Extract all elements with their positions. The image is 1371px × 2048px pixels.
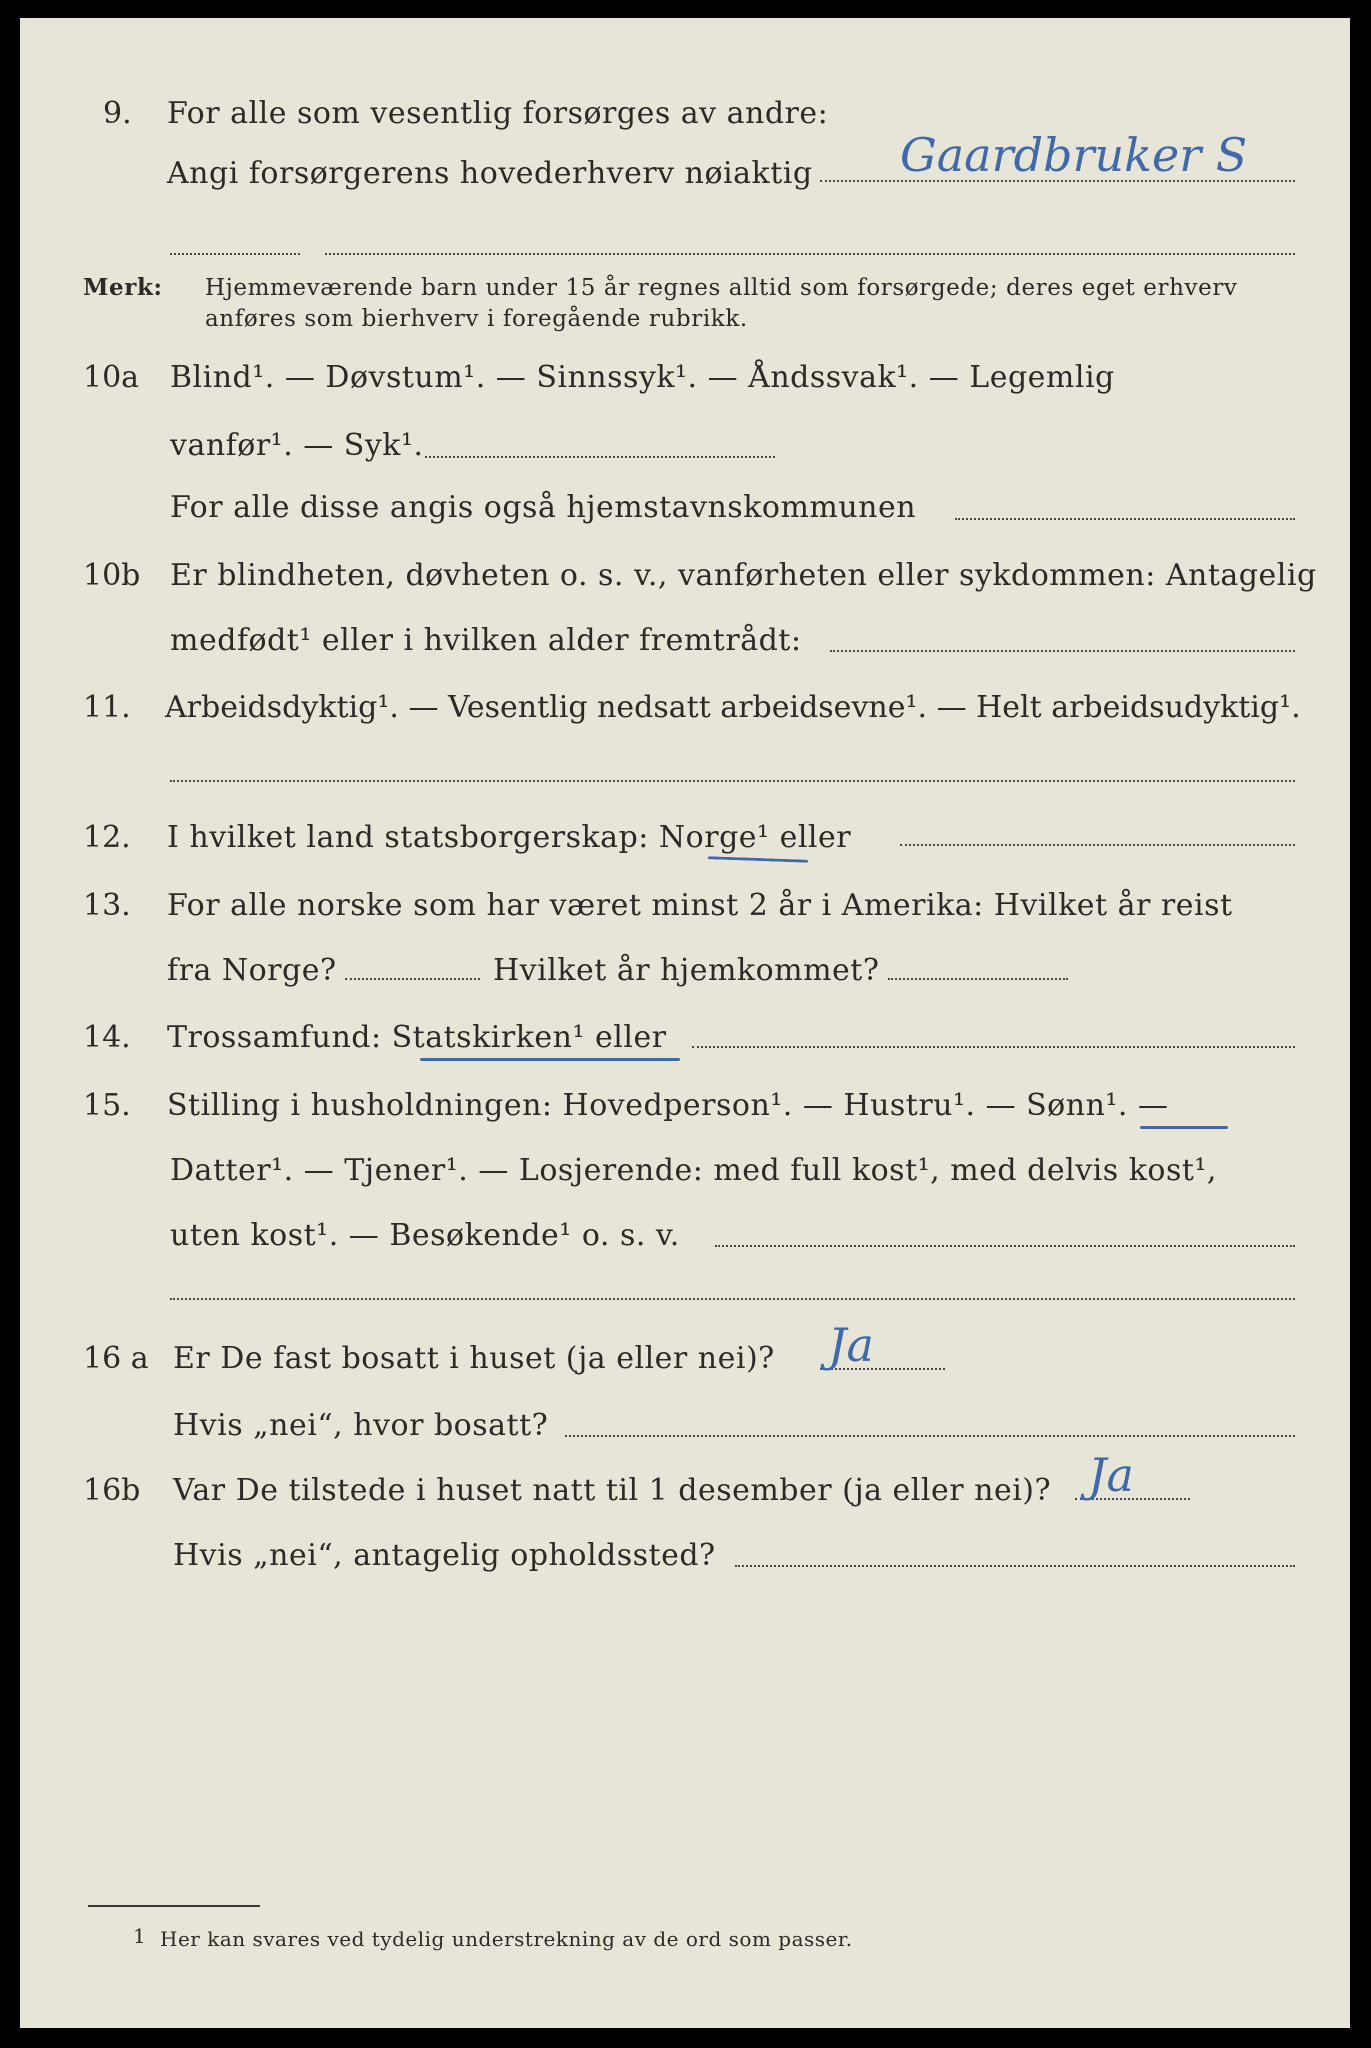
- q12-answer-line: [900, 844, 1295, 846]
- q10b-answer-line: [830, 650, 1295, 652]
- q15-answer-line: [715, 1245, 1295, 1247]
- merk-line2: anføres som bierhverv i foregående rubrikk.: [205, 306, 748, 332]
- q15-number: 15.: [83, 1088, 131, 1123]
- q9-number: 9.: [103, 96, 132, 131]
- q15-line2: Datter¹. — Tjener¹. — Losjerende: med full kost¹, med delvis kost¹,: [170, 1153, 1217, 1188]
- q10a-line1: Blind¹. — Døvstum¹. — Sinnssyk¹. — Åndssvak¹. — Legemlig: [170, 360, 1115, 395]
- q16a-line2: Hvis „nei“, hvor bosatt?: [173, 1408, 549, 1443]
- q10a-hjemstavn-line: [955, 518, 1295, 520]
- footnote-separator: [88, 1905, 260, 1907]
- q16a-bosatt-line: [565, 1435, 1295, 1437]
- census-form-page: [20, 18, 1350, 2028]
- q12-number: 12.: [83, 820, 131, 855]
- q11-line1: Arbeidsdyktig¹. — Vesentlig nedsatt arbeidsevne¹. — Helt arbeidsudyktig¹.: [165, 690, 1301, 725]
- q13-line2a: fra Norge?: [167, 953, 337, 988]
- q14-answer-line: [692, 1046, 1295, 1048]
- q14-statskirken-underline: [420, 1058, 680, 1061]
- q9-extra-line-b: [325, 253, 1295, 255]
- footnote-mark: 1: [133, 1924, 147, 1948]
- q10a-number: 10a: [83, 360, 140, 395]
- q16a-number: 16 a: [83, 1341, 149, 1376]
- q13-number: 13.: [83, 888, 131, 923]
- q9-handwritten-answer: Gaardbruker S: [900, 128, 1248, 182]
- q15-extra-line: [170, 1298, 1295, 1300]
- q16a-line1: Er De fast bosatt i huset (ja eller nei)?: [173, 1341, 775, 1376]
- q15-line1: Stilling i husholdningen: Hovedperson¹. — Hustru¹. — Sønn¹. —: [167, 1088, 1169, 1123]
- q10b-number: 10b: [83, 558, 141, 593]
- q16a-handwritten-answer: Ja: [828, 1318, 874, 1372]
- q11-number: 11.: [83, 690, 131, 725]
- q10a-syk-line: [425, 456, 775, 458]
- q9-extra-line-a: [170, 253, 300, 255]
- q9-line2: Angi forsørgerens hovederhverv nøiaktig: [167, 156, 813, 191]
- q14-number: 14.: [83, 1020, 131, 1055]
- merk-line1: Hjemmeværende barn under 15 år regnes alltid som forsørgede; deres eget erhverv: [205, 275, 1238, 301]
- q12-norge-underline: [708, 856, 808, 862]
- q15-sonn-underline: [1140, 1126, 1228, 1129]
- q10b-line2: medfødt¹ eller i hvilken alder fremtrådt:: [170, 623, 802, 658]
- q13-reist-line: [345, 978, 480, 980]
- footnote-text: Her kan svares ved tydelig understrekning av de ord som passer.: [160, 1927, 853, 1951]
- merk-label: Merk:: [83, 274, 163, 301]
- q10a-line3: For alle disse angis også hjemstavnskommunen: [170, 490, 917, 525]
- q10b-line1: Er blindheten, døvheten o. s. v., vanførheten eller sykdommen: Antagelig: [170, 558, 1317, 593]
- q9-line1: For alle som vesentlig forsørges av andre:: [167, 96, 829, 131]
- q16b-line1: Var De tilstede i huset natt til 1 desember (ja eller nei)?: [173, 1473, 1052, 1508]
- q16b-number: 16b: [83, 1473, 141, 1508]
- q13-line2b: Hvilket år hjemkommet?: [493, 953, 880, 988]
- q14-line1: Trossamfund: Statskirken¹ eller: [167, 1020, 667, 1055]
- q15-line3: uten kost¹. — Besøkende¹ o. s. v.: [170, 1218, 680, 1253]
- q10a-line2: vanfør¹. — Syk¹.: [170, 428, 424, 463]
- q16b-opholdssted-line: [735, 1565, 1295, 1567]
- q12-line1: I hvilket land statsborgerskap: Norge¹ eller: [167, 820, 852, 855]
- q16b-handwritten-answer: Ja: [1088, 1448, 1134, 1502]
- q11-answer-line: [170, 780, 1295, 782]
- q13-line1: For alle norske som har været minst 2 år i Amerika: Hvilket år reist: [167, 888, 1233, 923]
- q13-hjemkommet-line: [888, 978, 1068, 980]
- q16b-line2: Hvis „nei“, antagelig opholdssted?: [173, 1538, 716, 1573]
